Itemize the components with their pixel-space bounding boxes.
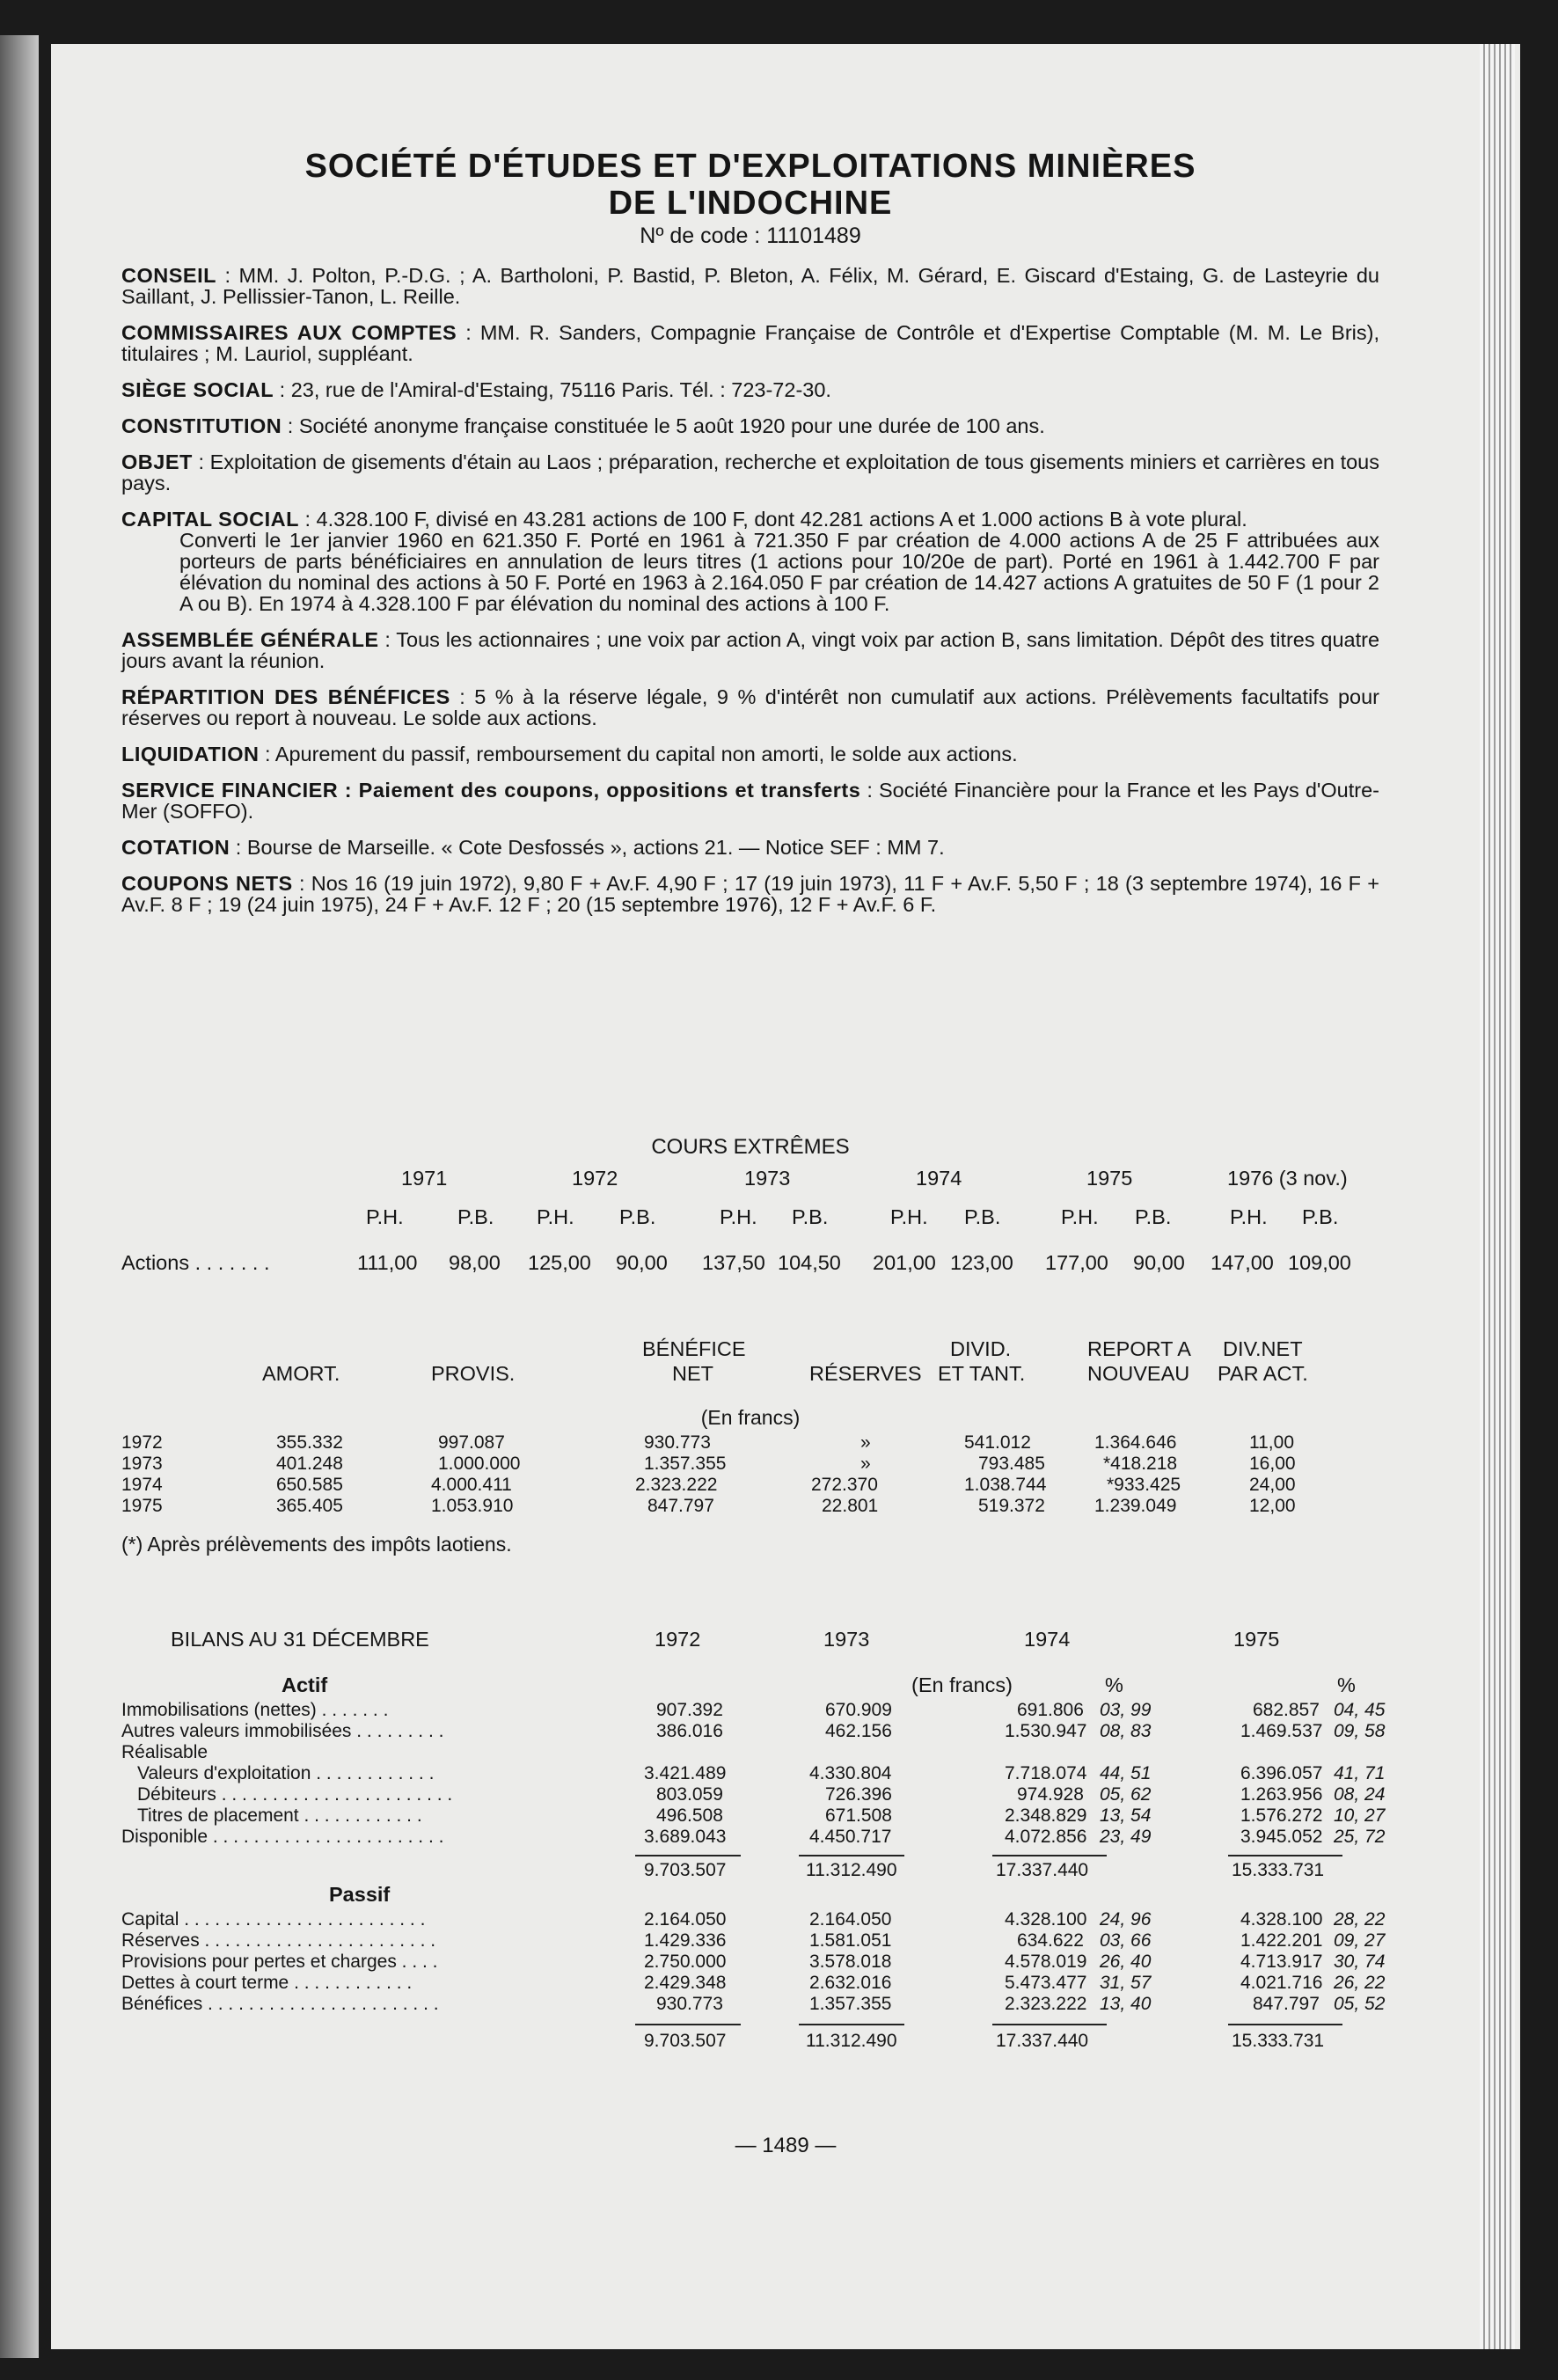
cell-pct: 31, 57 [1100, 1973, 1152, 1993]
cours-value: 147,00 [1211, 1251, 1274, 1274]
total-rule [635, 2024, 741, 2025]
table-row [121, 1952, 1386, 1973]
cell-divid: 793.485 [978, 1454, 1045, 1474]
ph-label: P.H. [1230, 1205, 1268, 1228]
resultats-table [121, 1337, 1379, 1556]
cours-value: 137,50 [702, 1251, 765, 1274]
bilans-header [121, 1628, 1379, 1673]
section-text: : 5 % à la réserve légale, 9 % d'intérêt non cumulatif aux actions. Prélèvements facultatifs pour réserves ou report à nouveau. Le solde aux actions. [121, 685, 1379, 729]
cell-total: 15.333.731 [1232, 1860, 1325, 1880]
company-code: Nº de code : 11101489 [640, 223, 861, 248]
section-text: : Nos 16 (19 juin 1972), 9,80 F + Av.F. 4,90 F ; 17 (19 juin 1973), 11 F + Av.F. 5,50 F ; 18 (3 septembre 1974), 16 F + Av.F. 8 F ; 19 (24 juin 1975), 24 F + Av.F. 12 F ; 20 (15 septembre 1976), 12 F + Av.F. 6 F. [121, 872, 1379, 916]
cell-total: 9.703.507 [644, 2031, 727, 2051]
pb-label: P.B. [792, 1205, 829, 1228]
cell-total: 17.337.440 [996, 1860, 1089, 1880]
section-cotation [121, 837, 1379, 858]
cell-pct: 13, 40 [1100, 1994, 1152, 2014]
cell-report: *418.218 [1103, 1454, 1178, 1474]
cell: 1.422.201 [1240, 1930, 1323, 1951]
cell: 1.576.272 [1240, 1805, 1323, 1826]
cell: 3.945.052 [1240, 1827, 1323, 1847]
cell-pct: 04, 45 [1334, 1700, 1386, 1720]
resultats-header-1 [121, 1337, 1379, 1362]
cell-total: 17.337.440 [996, 2031, 1089, 2051]
pb-label: P.B. [964, 1205, 1001, 1228]
cours-year: 1972 [572, 1167, 618, 1190]
cours-actions-row [121, 1251, 1379, 1276]
table-row [121, 1432, 1379, 1454]
col-header: DIVID. [950, 1337, 1012, 1360]
cours-year: 1975 [1086, 1167, 1133, 1190]
table-row [121, 1784, 1386, 1805]
row-label: Valeurs d'exploitation . . . . . . . . . . . . [137, 1763, 435, 1783]
table-row [121, 1475, 1379, 1496]
cell: 4.330.804 [809, 1763, 892, 1783]
section-label: CAPITAL SOCIAL [121, 508, 299, 531]
cell: 670.909 [825, 1700, 892, 1720]
row-label: Capital . . . . . . . . . . . . . . . . . . . . . . . . [121, 1909, 426, 1930]
section-label: SERVICE FINANCIER : Paiement des coupons, oppositions et transferts [121, 779, 861, 802]
cell-pct: 13, 54 [1100, 1805, 1152, 1826]
cours-value: 123,00 [950, 1251, 1013, 1274]
cell: 3.421.489 [644, 1763, 727, 1783]
cell: 4.328.100 [1005, 1909, 1087, 1930]
cell: 2.348.829 [1005, 1805, 1087, 1826]
actif-rows [121, 1700, 1386, 1848]
table-row [121, 1496, 1379, 1517]
section-text: : Exploitation de gisements d'étain au Laos ; préparation, recherche et exploitation de tous gisements miniers et carrières en tous pays. [121, 450, 1379, 494]
cours-value: 90,00 [1133, 1251, 1185, 1274]
cell-provis: 1.000.000 [438, 1454, 521, 1474]
row-label: Réserves . . . . . . . . . . . . . . . . . . . . . . . [121, 1930, 436, 1951]
total-values [121, 1860, 1379, 1881]
section-capital [121, 509, 1379, 614]
ph-label: P.H. [366, 1205, 404, 1228]
cell: 2.632.016 [809, 1973, 892, 1993]
cell: 682.857 [1253, 1700, 1320, 1720]
section-text: : Bourse de Marseille. « Cote Desfossés », actions 21. — Notice SEF : MM 7. [230, 836, 945, 859]
cell-pct: 44, 51 [1100, 1763, 1152, 1783]
section-label: COTATION [121, 836, 230, 859]
cell-pct: 24, 96 [1100, 1909, 1152, 1930]
total-rule [992, 2024, 1107, 2025]
section-text: : Apurement du passif, remboursement du capital non amorti, le solde aux actions. [259, 743, 1018, 765]
section-coupons [121, 873, 1379, 915]
bilans-unit: (En francs) [911, 1673, 1013, 1696]
cell-year: 1975 [121, 1496, 163, 1516]
col-header: AMORT. [262, 1362, 340, 1385]
cell: 4.713.917 [1240, 1952, 1323, 1972]
table-row [121, 1930, 1386, 1952]
col-header: NOUVEAU [1087, 1362, 1190, 1385]
resultats-header-2 [121, 1362, 1379, 1406]
table-row [121, 1909, 1386, 1930]
cours-year: 1973 [744, 1167, 791, 1190]
cell-pct: 09, 58 [1334, 1721, 1386, 1741]
col-header: RÉSERVES [809, 1362, 922, 1385]
cours-title: COURS EXTRÊMES [651, 1135, 850, 1159]
row-label: Bénéfices . . . . . . . . . . . . . . . . . . . . . . . [121, 1994, 439, 2014]
section-objet [121, 451, 1379, 494]
cell-benef: 2.323.222 [635, 1475, 718, 1495]
cours-year: 1971 [401, 1167, 448, 1190]
cell-pct: 08, 24 [1334, 1784, 1386, 1805]
section-label: CONSEIL [121, 264, 216, 287]
actif-label: Actif [282, 1673, 328, 1696]
cours-value: 125,00 [528, 1251, 591, 1274]
cell: 5.473.477 [1005, 1973, 1087, 1993]
cell-pct: 23, 49 [1100, 1827, 1152, 1847]
row-label: Provisions pour pertes et charges . . . . [121, 1952, 438, 1972]
row-label: Disponible . . . . . . . . . . . . . . . . . . . . . . . [121, 1827, 444, 1847]
cell: 726.396 [825, 1784, 892, 1805]
document-page [51, 44, 1520, 2349]
bilans-year: 1972 [655, 1628, 701, 1651]
cell: 634.622 [1017, 1930, 1084, 1951]
cell-pct: 30, 74 [1334, 1952, 1386, 1972]
col-header: PAR ACT. [1218, 1362, 1308, 1385]
table-row [121, 1827, 1386, 1848]
cell-total: 11.312.490 [806, 2031, 897, 2051]
bilans-subheader [121, 1673, 1379, 1700]
cell: 4.021.716 [1240, 1973, 1323, 1993]
cell-provis: 1.053.910 [431, 1496, 514, 1516]
cours-value: 98,00 [449, 1251, 501, 1274]
cell-provis: 997.087 [438, 1432, 505, 1453]
row-label: Débiteurs . . . . . . . . . . . . . . . . . . . . . . . [137, 1784, 453, 1805]
cell-divid: 519.372 [978, 1496, 1045, 1516]
cell: 2.750.000 [644, 1952, 727, 1972]
cell: 691.806 [1017, 1700, 1084, 1720]
resultats-rows [121, 1432, 1379, 1517]
row-label: Actions . . . . . . . [121, 1251, 270, 1274]
table-row [121, 1700, 1386, 1721]
cell-pct: 05, 52 [1334, 1994, 1386, 2014]
section-repartition [121, 686, 1379, 729]
total-rule [1228, 1855, 1342, 1856]
page-number: — 1489 — [735, 2134, 837, 2157]
col-header: NET [672, 1362, 713, 1385]
cell: 930.773 [656, 1994, 723, 2014]
section-text: : Société anonyme française constituée le 5 août 1920 pour une durée de 100 ans. [282, 414, 1045, 437]
table-row [121, 1973, 1386, 1994]
cell-divnet: 16,00 [1249, 1454, 1296, 1474]
cell-year: 1974 [121, 1475, 163, 1495]
row-label: Immobilisations (nettes) . . . . . . . [121, 1700, 389, 1720]
cell: 386.016 [656, 1721, 723, 1741]
cell-pct: 08, 83 [1100, 1721, 1152, 1741]
section-label: COUPONS NETS [121, 872, 293, 895]
cell-pct: 26, 22 [1334, 1973, 1386, 1993]
cell: 2.164.050 [809, 1909, 892, 1930]
cell: 907.392 [656, 1700, 723, 1720]
table-row [121, 1805, 1386, 1827]
section-constitution [121, 415, 1379, 436]
pb-label: P.B. [619, 1205, 656, 1228]
cell: 974.928 [1017, 1784, 1084, 1805]
facing-page-edge [0, 35, 39, 2358]
col-header: DIV.NET [1223, 1337, 1303, 1360]
cell-pct: 26, 40 [1100, 1952, 1152, 1972]
cours-value: 109,00 [1288, 1251, 1351, 1274]
table-row [121, 1742, 1379, 1763]
table-row [121, 1763, 1386, 1784]
cours-value: 177,00 [1045, 1251, 1108, 1274]
resultats-note: (*) Après prélèvements des impôts laotiens. [121, 1533, 512, 1556]
total-rule [1228, 2024, 1342, 2025]
cell: 2.323.222 [1005, 1994, 1087, 2014]
pct-header: % [1105, 1673, 1123, 1696]
section-commissaires [121, 322, 1379, 364]
passif-rows [121, 1909, 1386, 2015]
passif-total-row [121, 2015, 1379, 2054]
total-rule [992, 1855, 1107, 1856]
capital-history: Converti le 1er janvier 1960 en 621.350 F. Porté en 1961 à 721.350 F par création de 4.000 actions A de 25 F attribuées aux porteurs de parts bénéficiaires en annulation de leurs titres (1 actions pour 10/20e de part). Porté en 1961 à 1.442.700 F par élévation du nominal des actions à 50 F. Porté en 1963 à 2.164.050 F par création de 14.427 actions A gratuites de 50 F (1 pour 2 A ou B). En 1974 à 4.328.100 F par élévation du nominal des actions à 100 F. [179, 529, 1379, 615]
total-rule [799, 1855, 904, 1856]
cell-pct: 03, 99 [1100, 1700, 1152, 1720]
row-label: Dettes à court terme . . . . . . . . . . . . [121, 1973, 413, 1993]
col-header: PROVIS. [431, 1362, 516, 1385]
cell-pct: 10, 27 [1334, 1805, 1386, 1826]
col-header: ET TANT. [938, 1362, 1026, 1385]
page-title-line1: SOCIÉTÉ D'ÉTUDES ET D'EXPLOITATIONS MINIÈRES [304, 148, 1196, 185]
table-row [121, 1994, 1386, 2015]
cell-reserves: 22.801 [822, 1496, 879, 1516]
cell-report: 1.239.049 [1094, 1496, 1177, 1516]
cell-year: 1973 [121, 1454, 163, 1474]
cell: 3.578.018 [809, 1952, 892, 1972]
cell-amort: 365.405 [276, 1496, 343, 1516]
cell-pct: 03, 66 [1100, 1930, 1152, 1951]
cours-value: 201,00 [873, 1251, 936, 1274]
pb-label: P.B. [457, 1205, 494, 1228]
cell-benef: 847.797 [647, 1496, 714, 1516]
cell: 4.328.100 [1240, 1909, 1323, 1930]
table-row [121, 1454, 1379, 1475]
ph-label: P.H. [537, 1205, 574, 1228]
cell: 671.508 [825, 1805, 892, 1826]
cell: 496.508 [656, 1805, 723, 1826]
section-label: RÉPARTITION DES BÉNÉFICES [121, 685, 450, 708]
cell-benef: 930.773 [644, 1432, 711, 1453]
section-text: : 23, rue de l'Amiral-d'Estaing, 75116 Paris. Tél. : 723-72-30. [274, 378, 831, 401]
cell: 4.072.856 [1005, 1827, 1087, 1847]
bilans-year: 1974 [1024, 1628, 1071, 1651]
cell: 803.059 [656, 1784, 723, 1805]
section-label: SIÈGE SOCIAL [121, 378, 274, 401]
cell: 4.578.019 [1005, 1952, 1087, 1972]
pct-header: % [1337, 1673, 1356, 1696]
cell-provis: 4.000.411 [431, 1475, 512, 1495]
cours-phpb-row [121, 1205, 1379, 1251]
col-header: BÉNÉFICE [642, 1337, 746, 1360]
row-label: Titres de placement . . . . . . . . . . . . [137, 1805, 422, 1826]
cell: 1.469.537 [1240, 1721, 1323, 1741]
passif-header [121, 1883, 1379, 1909]
cell-year: 1972 [121, 1432, 163, 1453]
section-text: : 4.328.100 F, divisé en 43.281 actions de 100 F, dont 42.281 actions A et 1.000 actions B à vote plural. [298, 508, 1247, 531]
cours-extremes-table [121, 1135, 1379, 1276]
cell-pct: 25, 72 [1334, 1827, 1386, 1847]
bilans-year: 1973 [823, 1628, 870, 1651]
section-label: CONSTITUTION [121, 414, 282, 437]
cell-reserves: » [860, 1454, 871, 1474]
cell-pct: 09, 27 [1334, 1930, 1386, 1951]
total-rule [635, 1855, 741, 1856]
cell: 7.718.074 [1005, 1763, 1087, 1783]
pb-label: P.B. [1135, 1205, 1172, 1228]
actif-total-row [121, 1848, 1379, 1883]
cell-pct: 05, 62 [1100, 1784, 1152, 1805]
section-label: COMMISSAIRES AUX COMPTES [121, 321, 457, 344]
cell: 1.357.355 [809, 1994, 892, 2014]
cours-value: 111,00 [357, 1251, 418, 1274]
cell: 3.689.043 [644, 1827, 727, 1847]
cours-years-row [121, 1167, 1379, 1205]
row-label: Réalisable [121, 1742, 208, 1762]
cours-value: 104,50 [778, 1251, 841, 1274]
cell-amort: 401.248 [276, 1454, 343, 1474]
section-text: : Société Financière pour la France et les Pays d'Outre-Mer (SOFFO). [121, 779, 1379, 823]
cell-divnet: 24,00 [1249, 1475, 1296, 1495]
cell-divid: 1.038.744 [964, 1475, 1047, 1495]
section-assemblee [121, 629, 1379, 671]
cell: 4.450.717 [809, 1827, 892, 1847]
cell: 1.581.051 [809, 1930, 892, 1951]
bilans-title: BILANS AU 31 DÉCEMBRE [171, 1628, 429, 1651]
cell-pct: 28, 22 [1334, 1909, 1386, 1930]
ph-label: P.H. [1061, 1205, 1099, 1228]
section-label: LIQUIDATION [121, 743, 260, 765]
cell-reserves: » [860, 1432, 871, 1453]
cell-reserves: 272.370 [811, 1475, 878, 1495]
cell: 2.164.050 [644, 1909, 727, 1930]
total-rule [799, 2024, 904, 2025]
section-label: ASSEMBLÉE GÉNÉRALE [121, 628, 379, 651]
section-text: : MM. R. Sanders, Compagnie Française de Contrôle et d'Expertise Comptable (M. M. Le Bris), titulaires ; M. Lauriol, suppléant. [121, 321, 1380, 365]
page-edges [1480, 44, 1515, 2349]
bilans-year: 1975 [1233, 1628, 1280, 1651]
section-liquidation [121, 743, 1379, 765]
ph-label: P.H. [720, 1205, 757, 1228]
cell-amort: 355.332 [276, 1432, 343, 1453]
cours-value: 90,00 [616, 1251, 668, 1274]
cell: 1.263.956 [1240, 1784, 1323, 1805]
row-label: Autres valeurs immobilisées . . . . . . . . . [121, 1721, 444, 1741]
section-conseil [121, 265, 1379, 307]
passif-label: Passif [329, 1883, 391, 1906]
bilans-table [121, 1628, 1386, 2054]
cell-divnet: 12,00 [1249, 1496, 1296, 1516]
section-text: : MM. J. Polton, P.-D.G. ; A. Bartholoni, P. Bastid, P. Bleton, A. Félix, M. Gérard, E. Giscard d'Estaing, G. de Lasteyrie du Saillant, J. Pellissier-Tanon, L. Reille. [121, 264, 1379, 308]
cell: 462.156 [825, 1721, 892, 1741]
pb-label: P.B. [1302, 1205, 1339, 1228]
cell-divid: 541.012 [964, 1432, 1031, 1453]
cell-total: 15.333.731 [1232, 2031, 1325, 2051]
cell: 847.797 [1253, 1994, 1320, 2014]
cell-total: 9.703.507 [644, 1860, 727, 1880]
section-siege [121, 379, 1379, 400]
col-header: REPORT A [1087, 1337, 1191, 1360]
cell-amort: 650.585 [276, 1475, 343, 1495]
cell-total: 11.312.490 [806, 1860, 897, 1880]
cell: 1.530.947 [1005, 1721, 1087, 1741]
cell-divnet: 11,00 [1249, 1432, 1294, 1453]
cell-benef: 1.357.355 [644, 1454, 727, 1474]
section-text: : Tous les actionnaires ; une voix par action A, vingt voix par action B, sans limitation. Dépôt des titres quatre jours avant la réunion. [121, 628, 1380, 672]
cours-year: 1976 (3 nov.) [1227, 1167, 1348, 1190]
cell: 6.396.057 [1240, 1763, 1323, 1783]
cell: 1.429.336 [644, 1930, 727, 1951]
cell-pct: 41, 71 [1334, 1763, 1386, 1783]
cell-report: 1.364.646 [1094, 1432, 1177, 1453]
section-label: OBJET [121, 450, 193, 473]
page-title-line2: DE L'INDOCHINE [608, 185, 893, 222]
resultats-unit: (En francs) [700, 1406, 801, 1429]
cell: 2.429.348 [644, 1973, 727, 1993]
cours-year: 1974 [916, 1167, 962, 1190]
ph-label: P.H. [890, 1205, 928, 1228]
table-row [121, 1721, 1386, 1742]
cell-report: *933.425 [1107, 1475, 1181, 1495]
total-values [121, 2031, 1379, 2052]
section-service [121, 780, 1379, 822]
page-content [121, 148, 1379, 930]
